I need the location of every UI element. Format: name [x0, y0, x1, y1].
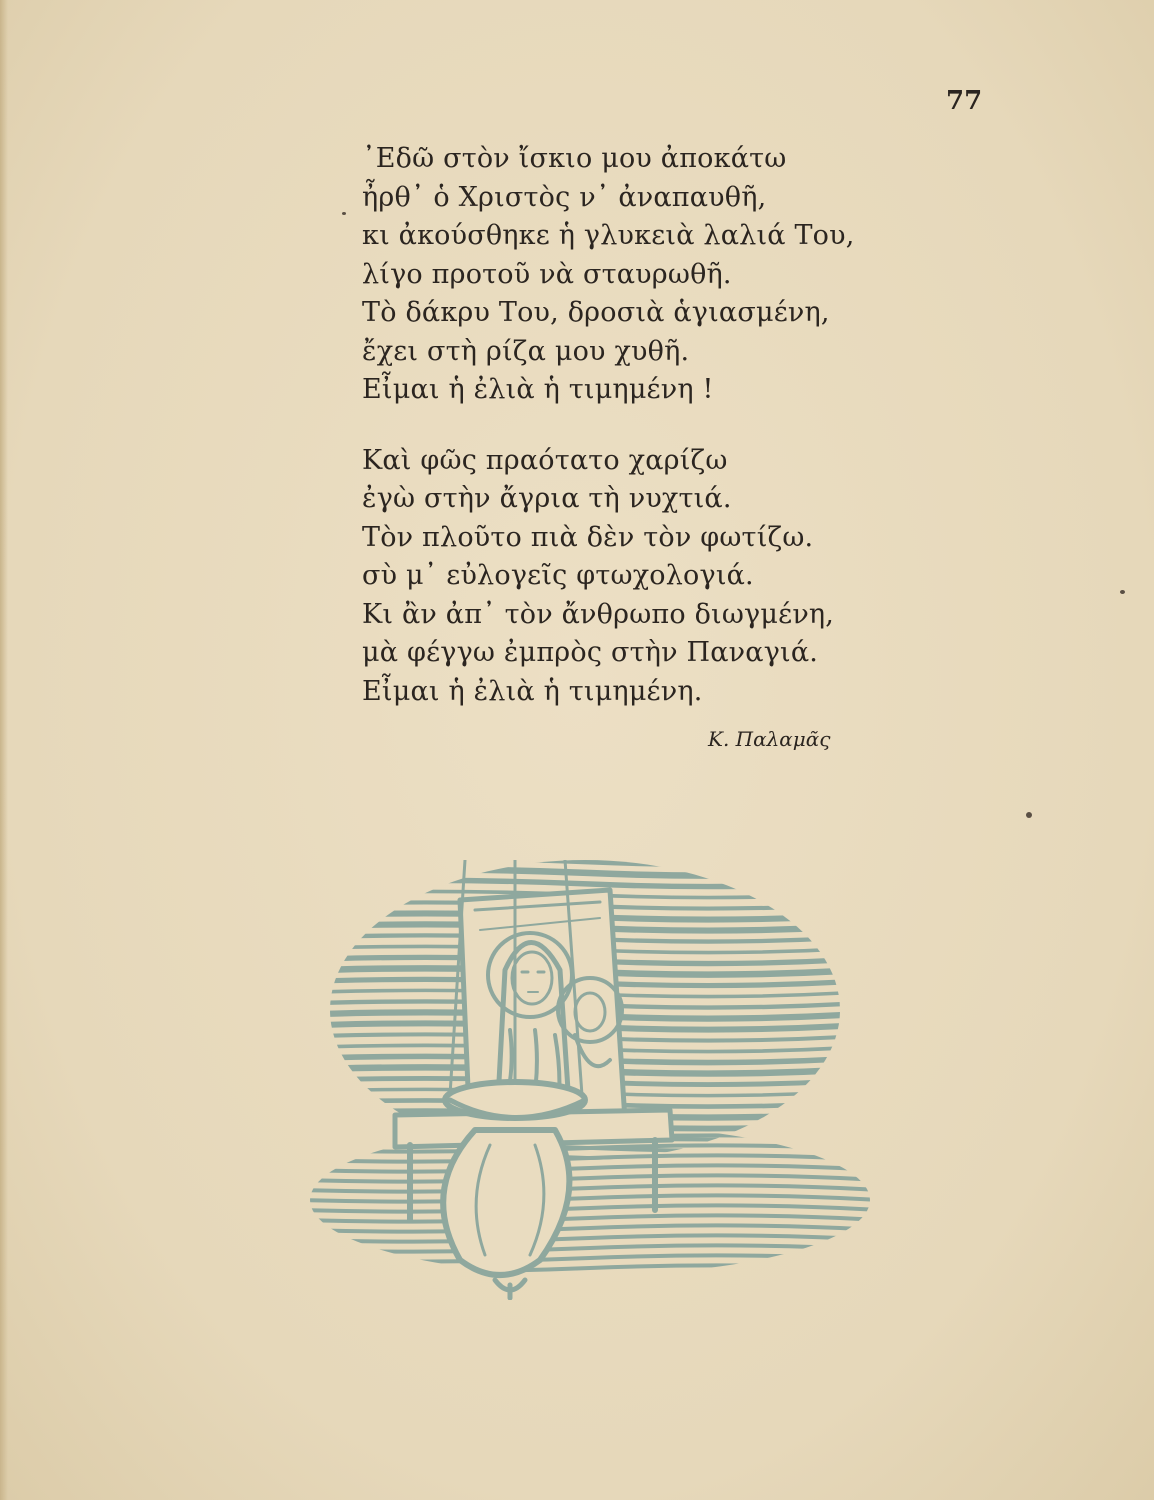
page-binding-edge [0, 0, 8, 1500]
hatch-line [300, 1185, 880, 1191]
hatch-line [300, 1195, 880, 1201]
poem-line: Κι ἂν ἀπ᾿ τὸν ἄνθρωπο διωγμένη, [362, 598, 835, 630]
hatch-line [300, 1215, 880, 1221]
hatch-line [300, 1255, 880, 1261]
poem-line: Τὸν πλοῦτο πιὰ δὲν τὸν φωτίζω. [362, 521, 814, 553]
hatch-line [320, 860, 860, 865]
hatch-line [300, 1145, 880, 1151]
hatch-line [300, 1165, 880, 1171]
figure-stroke [445, 1082, 585, 1118]
poem-line: Εἶμαι ἡ ἐλιὰ ἡ τιμημένη. [362, 675, 703, 707]
figure-stroke [443, 1130, 569, 1275]
hatch-line [300, 1225, 880, 1231]
figure-stroke [512, 952, 552, 1004]
hatch-line [300, 1235, 880, 1241]
poem-line: ἔχει στὴ ρίζα μου χυθῆ. [362, 335, 690, 367]
hatch-line [300, 1265, 880, 1271]
poem-line: ᾿Εδῶ στὸν ἴσκιο μου ἀποκάτω [362, 143, 787, 174]
paper-speck [342, 212, 346, 215]
poem-line: Καὶ φῶς πραότατο χαρίζω [362, 444, 728, 476]
poem-line: Εἶμαι ἡ ἐλιὰ ἡ τιμημένη ! [362, 374, 714, 405]
poem-line: κι ἀκούσθηκε ἡ γλυκειὰ λαλιά Του, [362, 220, 855, 251]
hatch-line [300, 1175, 880, 1181]
stanza-2 [362, 442, 882, 712]
hatch-line [320, 880, 860, 886]
paper-speck [1120, 590, 1125, 594]
poem-signature: Κ. Παλαμᾶς [708, 727, 831, 751]
hatch-line [300, 1155, 880, 1161]
hatch-line [320, 869, 860, 875]
hatched-floor [300, 1125, 880, 1271]
hatch-line [300, 1245, 880, 1251]
figure-stroke [575, 993, 605, 1031]
hatch-line [300, 1205, 880, 1211]
poem-line: σὺ μ᾿ εὐλογεῖς φτωχολογιά. [362, 560, 754, 591]
poem [362, 140, 882, 743]
stanza-1 [362, 140, 882, 410]
poem-line: μὰ φέγγω ἐμπρὸς στὴν Παναγιά. [362, 637, 819, 668]
poem-line: ἦρθ᾿ ὁ Χριστὸς ν᾿ ἀναπαυθῆ, [362, 181, 767, 213]
madonna-and-child-oil-lamp-icon [300, 860, 880, 1300]
poem-line: Τὸ δάκρυ Του, δροσιὰ ἁγιασμένη, [362, 297, 830, 328]
paper-speck [1026, 812, 1032, 818]
page-number: 77 [946, 86, 983, 116]
poem-line: λίγο προτοῦ νὰ σταυρωθῆ. [362, 258, 732, 290]
poem-line: ἐγὼ στὴν ἄγρια τὴ νυχτιά. [362, 483, 732, 514]
